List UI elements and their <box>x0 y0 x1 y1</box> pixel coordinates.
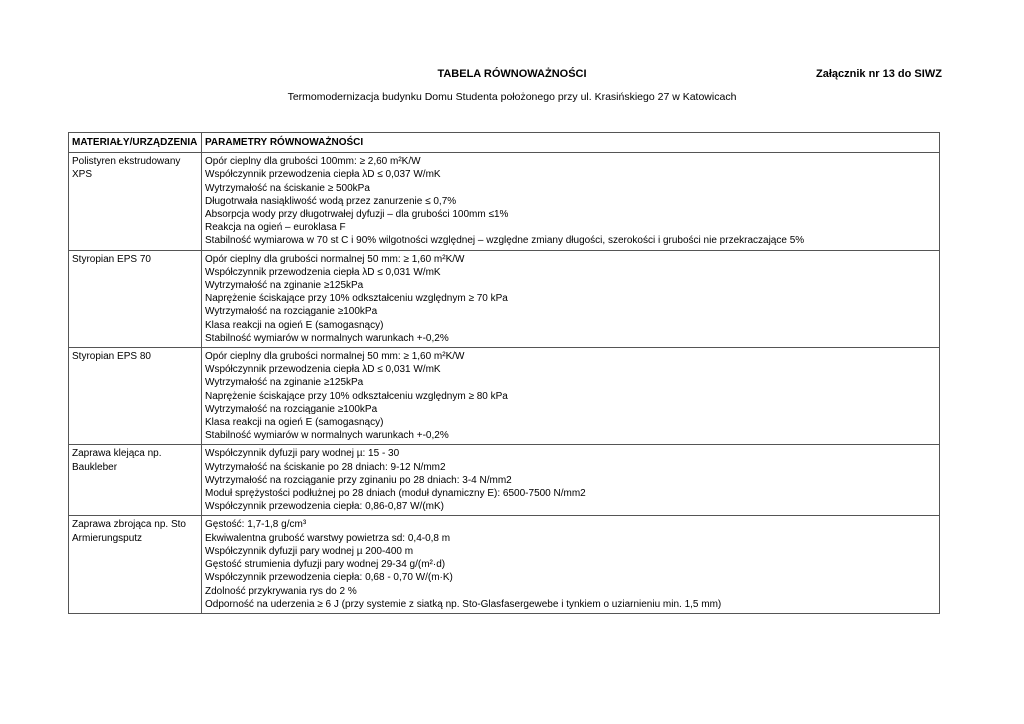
parameters-cell <box>202 445 940 516</box>
parameter-line: Współczynnik dyfuzji pary wodnej µ 200-400 m <box>205 545 414 557</box>
parameter-line: Współczynnik przewodzenia ciepła: 0,86-0,87 W/(mK) <box>205 501 444 513</box>
document-title: TABELA RÓWNOWAŻNOŚCI <box>437 68 587 80</box>
parameter-line: Moduł sprężystości podłużnej po 28 dniach (moduł dynamiczny E): 6500-7500 N/mm2 <box>205 488 586 500</box>
parameter-line: Reakcja na ogień – euroklasa F <box>205 222 346 234</box>
table-row <box>69 348 940 445</box>
parameter-line: Współczynnik przewodzenia ciepła λD ≤ 0,031 W/mK <box>205 364 441 376</box>
material-cell: Styropian EPS 70 <box>69 250 202 347</box>
parameter-line: Zdolność przykrywania rys do 2 % <box>205 585 357 597</box>
parameter-line: Wytrzymałość na ściskanie po 28 dniach: 9-12 N/mm2 <box>205 461 446 473</box>
parameter-line: Współczynnik przewodzenia ciepła: 0,68 - 0,70 W/(m·K) <box>205 572 453 584</box>
parameter-line: Długotrwała nasiąkliwość wodą przez zanurzenie ≤ 0,7% <box>205 195 457 207</box>
column-header-materials: MATERIAŁY/URZĄDZENIA <box>69 133 202 153</box>
parameter-line: Współczynnik przewodzenia ciepła λD ≤ 0,031 W/mK <box>205 266 441 278</box>
parameter-line: Gęstość: 1,7-1,8 g/cm³ <box>205 519 307 531</box>
parameter-line: Ekwiwalentna grubość warstwy powietrza sd: 0,4-0,8 m <box>205 532 451 544</box>
parameter-line: Stabilność wymiarów w normalnych warunkach +-0,2% <box>205 430 449 442</box>
column-header-parameters: PARAMETRY RÓWNOWAŻNOŚCI <box>202 133 940 153</box>
parameter-line: Opór cieplny dla grubości normalnej 50 mm: ≥ 1,60 m²K/W <box>205 253 465 265</box>
table-body <box>69 153 940 614</box>
parameter-line: Stabilność wymiarów w normalnych warunkach +-0,2% <box>205 332 449 344</box>
material-cell: Styropian EPS 80 <box>69 348 202 445</box>
parameters-cell <box>202 153 940 250</box>
parameter-line: Wytrzymałość na zginanie ≥125kPa <box>205 280 364 292</box>
table-row <box>69 445 940 516</box>
parameter-line: Naprężenie ściskające przy 10% odkształceniu względnym ≥ 70 kPa <box>205 293 508 305</box>
table-row <box>69 250 940 347</box>
parameter-line: Gęstość strumienia dyfuzji pary wodnej 29-34 g/(m²·d) <box>205 559 446 571</box>
equivalence-table <box>68 132 940 614</box>
parameter-line: Klasa reakcji na ogień E (samogasnący) <box>205 417 384 429</box>
parameter-line: Wytrzymałość na rozciąganie ≥100kPa <box>205 403 378 415</box>
parameter-line: Opór cieplny dla grubości 100mm: ≥ 2,60 m²K/W <box>205 156 421 168</box>
parameter-line: Wytrzymałość na zginanie ≥125kPa <box>205 377 364 389</box>
material-cell: Zaprawa klejąca np. Baukleber <box>69 445 202 516</box>
material-cell: Polistyren ekstrudowany XPS <box>69 153 202 250</box>
parameter-line: Wytrzymałość na rozciąganie ≥100kPa <box>205 306 378 318</box>
parameters-cell <box>202 250 940 347</box>
parameter-line: Współczynnik przewodzenia ciepła λD ≤ 0,037 W/mK <box>205 169 441 181</box>
material-cell: Zaprawa zbrojąca np. Sto Armierungsputz <box>69 516 202 613</box>
parameter-line: Wytrzymałość na rozciąganie przy zginaniu po 28 dniach: 3-4 N/mm2 <box>205 474 512 486</box>
parameter-line: Klasa reakcji na ogień E (samogasnący) <box>205 319 384 331</box>
table-header-row <box>69 133 940 153</box>
parameter-line: Współczynnik dyfuzji pary wodnej µ: 15 - 30 <box>205 448 400 460</box>
table-row <box>69 516 940 613</box>
parameters-cell <box>202 516 940 613</box>
attachment-label: Załącznik nr 13 do SIWZ <box>816 68 942 80</box>
document-subtitle: Termomodernizacja budynku Domu Studenta położonego przy ul. Krasińskiego 27 w Katowicach <box>287 91 737 103</box>
parameter-line: Absorpcja wody przy długotrwałej dyfuzji – dla grubości 100mm ≤1% <box>205 209 509 221</box>
parameter-line: Odporność na uderzenia ≥ 6 J (przy systemie z siatką np. Sto-Glasfasergewebe i tynkiem o uziarnieniu min. 1,5 mm) <box>205 598 722 610</box>
parameter-line: Naprężenie ściskające przy 10% odkształceniu względnym ≥ 80 kPa <box>205 390 508 402</box>
parameter-line: Wytrzymałość na ściskanie ≥ 500kPa <box>205 182 370 194</box>
parameter-line: Opór cieplny dla grubości normalnej 50 mm: ≥ 1,60 m²K/W <box>205 351 465 363</box>
table-row <box>69 153 940 250</box>
parameters-cell <box>202 348 940 445</box>
parameter-line: Stabilność wymiarowa w 70 st C i 90% wilgotności względnej – względne zmiany długości, szerokości i grubości nie przekraczające 5% <box>205 235 805 247</box>
